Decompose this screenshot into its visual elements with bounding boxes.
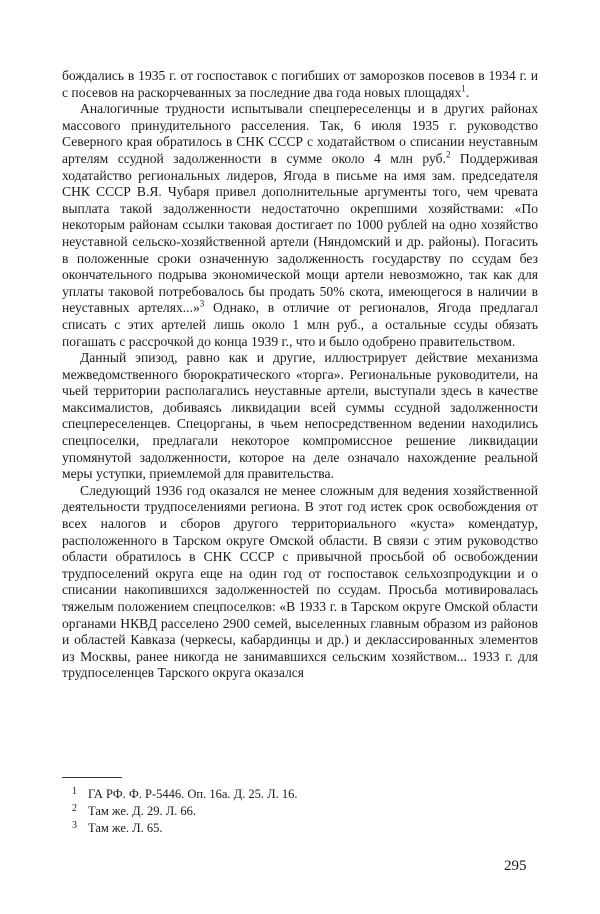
main-text — [62, 68, 538, 682]
paragraph — [62, 68, 538, 101]
text-run: Данный эпизод, равно как и другие, иллюстрирует действие механизма межведомственного бюрократического «торга». Региональные руководители, на чьей территории располагались неуставные артели, выступали здесь в качестве максималистов, добиваясь ликвидации всей суммы ссудной задолженности спецпереселенцев. Спецорганы, в чьем непосредственном ведении находились спецпоселки, предлагали некоторое компромиссное решение ликвидации упомянутой задолженности, которое на деле означало нахождение реальной меры уступки, приемлемой для правительства. — [62, 350, 538, 482]
footnotes — [72, 786, 532, 837]
footnote-number: 2 — [72, 803, 77, 814]
text-run: Следующий 1936 год оказался не менее сложным для ведения хозяйственной деятельности трудпоселениями региона. В этот год истек срок освобождения от всех налогов и сборов другого территориального «куста» комендатур, расположенного в Тарском округе Омской области. В связи с этим руководство области обратилось в СНК СССР с привычной просьбой об освобождении трудпоселений округа еще на один год от госпоставок сельхозпродукции и о списании накопившихся задолженностей по ссудам. Просьба мотивировалась тяжелым положением спецпоселков: «В 1933 г. в Тарском округе Омской области органами НКВД расселено 2900 семей, выселенных главным образом из районов и областей Кавказа (черкесы, кабардинцы и др.) и деклассированных элементов из Москвы, ранее никогда не занимавшихся сельским хозяйством... 1933 г. для трудпоселенцев Тарского округа оказался — [62, 482, 538, 681]
footnote-separator — [62, 777, 122, 778]
paragraph — [62, 350, 538, 483]
footnote-number: 1 — [72, 786, 77, 797]
text-run: бождались в 1935 г. от госпоставок с погибших от заморозков посевов в 1934 г. и с посевов на раскорчеванных за последние два года новых площадях — [62, 68, 538, 100]
page-number: 295 — [504, 858, 527, 874]
paragraph — [62, 483, 538, 682]
paragraph — [62, 101, 538, 350]
footnote — [72, 803, 532, 820]
footnote — [72, 820, 532, 837]
footnote-text: Там же. Д. 29. Л. 66. — [88, 804, 197, 818]
text-run: Однако, в отличие от регионалов, Ягода предлагал списать с этих артелей лишь около 1 млн руб., а остальные ссуды обязать погашать с рассрочкой до конца 1939 г., что и было одобрено правительством. — [62, 300, 538, 349]
footnote-text: Там же. Л. 65. — [88, 821, 163, 835]
footnote-number: 3 — [72, 820, 77, 831]
text-run: Поддерживая ходатайство региональных лидеров, Ягода в письме на имя зам. председателя СНК СССР В.Я. Чубаря привел дополнительные аргументы того, чем чревата выплата такой задолженности недостаточно окрепшими хозяйствами: «По некоторым районам ссылки таковая достигает по 1000 рублей на одно хозяйство неуставной сельско-хозяйственной артели (Няндомский и др. районы). Погасить в положенные сроки означенную задолженность государству по ссудам без окончательного подрыва экономической мощи артели невозможно, так как для уплаты таковой потребовалось бы продать 50% скота, имеющегося в наличии в неуставных артелях...» — [62, 150, 538, 316]
text-run: . — [465, 84, 470, 100]
text-run: Аналогичные трудности испытывали спецпереселенцы и в других районах массового принудительного расселения. Так, 6 июля 1935 г. руководство Северного края обратилось в СНК СССР с ходатайством о списании неуставным артелям ссудной задолженности в сумме около 4 млн руб. — [62, 101, 538, 166]
footnote-ref: 1 — [461, 83, 466, 94]
footnote-ref: 3 — [199, 298, 205, 309]
footnote — [72, 786, 532, 803]
footnote-ref: 2 — [445, 149, 451, 160]
footnote-text: ГА РФ. Ф. Р-5446. Оп. 16а. Д. 25. Л. 16. — [88, 787, 298, 801]
